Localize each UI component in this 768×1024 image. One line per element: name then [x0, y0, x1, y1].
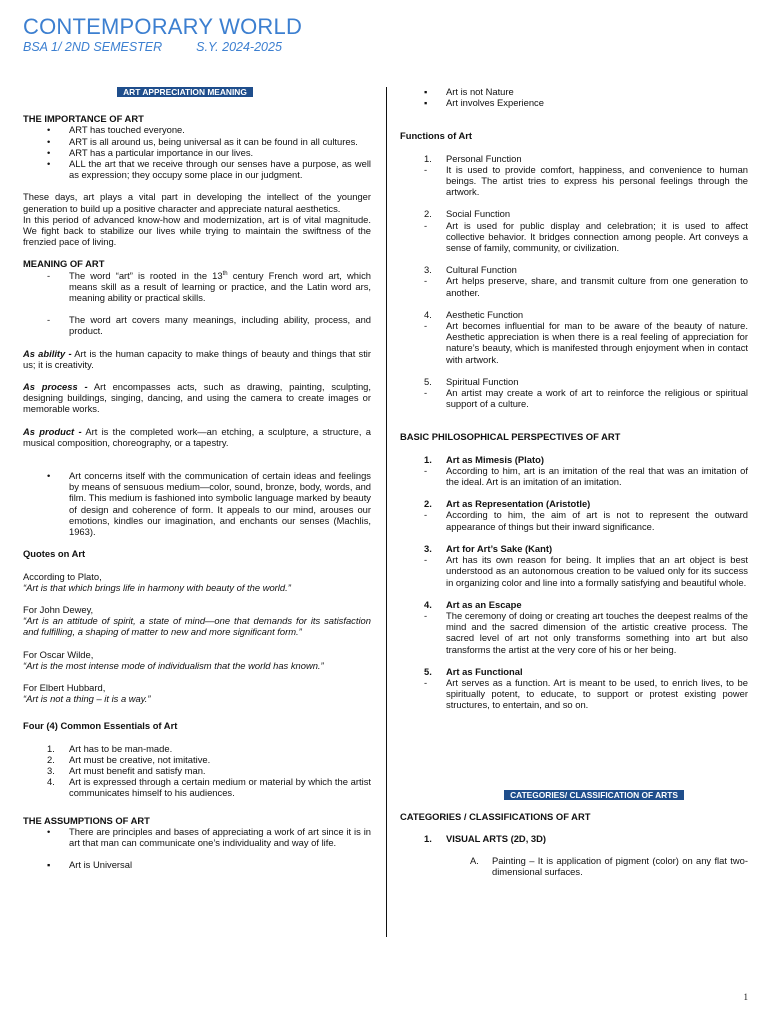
perspective-title: 5. Art as Functional — [424, 665, 523, 677]
list-item: 1. Art has to be man-made. — [47, 742, 173, 754]
perspective-text: - According to him, the aim of art is not to represent the outward appearance of things but their inward significance. — [424, 509, 748, 532]
document-subtitle — [23, 40, 282, 54]
quote-text: “Art is not a thing – it is a way.” — [23, 693, 151, 705]
section-banner-art-appreciation: ART APPRECIATION MEANING — [117, 87, 253, 97]
category-title: 1. VISUAL ARTS (2D, 3D) — [424, 832, 547, 844]
perspective-text: - Art serves as a function. Art is meant to be used, to enrich lives, to be spiritually potent, to educate, to support or protest existing power structures, to entertain, and so on. — [424, 676, 748, 711]
list-item: • Art concerns itself with the communication of certain ideas and feelings by means of sensuous medium—color, sound, bronze, body, words, and film. This medium is fashioned into symbolic language marked by beauty of design and coherence of form. It appeals to our mind, arouses our emotions, kindles our imagination, and enchants our senses (Machlis, 1963). — [47, 470, 371, 538]
function-title: 1. Personal Function — [424, 152, 522, 164]
quote-text: “Art is the most intense mode of individualism that the world has known.” — [23, 659, 324, 671]
paragraph-process: As process - Art encompasses acts, such as drawing, painting, sculpting, designing buildings, singing, dancing, and using the camera to create images or memorable works. — [23, 381, 371, 415]
perspective-title: 2. Art as Representation (Aristotle) — [424, 498, 591, 510]
paragraph: In this period of advanced know-how and modernization, art is of vital magnitude. We fight back to stabilize our lives while trying to maintain the swiftness of the frenzied pace of living. — [23, 213, 371, 248]
section-banner-categories: CATEGORIES/ CLASSIFICATION OF ARTS — [504, 790, 684, 800]
heading-functions: Functions of Art — [400, 130, 473, 142]
heading-categories: CATEGORIES / CLASSIFICATIONS OF ART — [400, 810, 591, 822]
heading-assumptions: THE ASSUMPTIONS OF ART — [23, 814, 150, 826]
heading-philosophical: BASIC PHILOSOPHICAL PERSPECTIVES OF ART — [400, 431, 621, 443]
function-title: 3. Cultural Function — [424, 264, 517, 276]
paragraph-ability: As ability - Art is the human capacity to make things of beauty and things that stir us; it is creativity. — [23, 347, 372, 370]
perspective-text: - According to him, art is an imitation of the real that was an imitation of the ideal. Art is an imitation of an imitation. — [424, 464, 748, 488]
function-title: 4. Aesthetic Function — [424, 308, 524, 320]
list-item: A. Painting – It is application of pigment (color) on any flat two-dimensional surfaces. — [470, 855, 748, 878]
list-item: • ART has a particular importance in our lives. — [47, 146, 254, 158]
quote-author: According to Plato, — [23, 570, 102, 582]
list-item: ▪ Art is not Nature — [424, 86, 514, 97]
quote-text: “Art is an attitude of spirit, a state of mind—one that demands for its satisfaction and fulfilling, a shaping of matter to new and more significant form.” — [23, 615, 371, 638]
quote-author: For Oscar Wilde, — [23, 648, 94, 660]
function-title: 5. Spiritual Function — [424, 375, 519, 387]
list-item: • There are principles and bases of appreciating a work of art since it is in art that man can communicate one’s individuality and way of life. — [47, 825, 371, 848]
list-item: ▪ Art involves Experience — [424, 97, 544, 109]
function-text: - Art helps preserve, share, and transmit culture from one generation to another. — [424, 275, 748, 298]
function-text: - Art is used for public display and celebration; it is used to affect collective behavior. It bridges connection among people. Art conveys a sense of family, community, or civilization. — [424, 219, 748, 254]
quote-text: “Art is that which brings life in harmony with beauty of the world.” — [23, 581, 291, 593]
perspective-text: - The ceremony of doing or creating art touches the deepest realms of the mind and the sacred dimension of the artistic creative process. The sacred level of art not only transforms something into art but also transforms the artist at the very core of his or her being. — [424, 609, 748, 655]
list-item: 3. Art must benefit and satisfy man. — [47, 764, 206, 776]
quote-author: For John Dewey, — [23, 603, 94, 615]
document-title: CONTEMPORARY WORLD — [23, 14, 303, 39]
perspective-title: 3. Art for Art’s Sake (Kant) — [424, 542, 553, 554]
school-year-label: S.Y. 2024-2025 — [196, 40, 282, 54]
function-text: - It is used to provide comfort, happiness, and convenience to human beings. The artist tries to express his personal feelings through the artwork. — [424, 163, 748, 198]
perspective-text: - Art has its own reason for being. It implies that an art object is best understood as an autonomous creation to be valued only for its success in organizing color and line into a formally satisfying and beautiful whole. — [424, 554, 748, 588]
list-item: - The word art covers many meanings, including ability, process, and product. — [47, 314, 371, 337]
heading-importance: THE IMPORTANCE OF ART — [23, 113, 144, 125]
function-text: - An artist may create a work of art to reinforce the religious or spiritual support of a culture. — [424, 387, 748, 410]
list-item: ▪ Art is Universal — [47, 859, 133, 871]
paragraph-product: As product - Art is the completed work—an etching, a sculpture, a structure, a musical composition, choreography, or a tapestry. — [23, 425, 371, 448]
left-column — [23, 86, 371, 870]
column-divider — [386, 87, 387, 937]
function-text: - Art becomes influential for man to be aware of the beauty of nature. Aesthetic appreciation is when there is a real feeling of appreciation for nature’s beauty, which is manifested through enjoyment when in contact with artwork. — [424, 320, 748, 365]
quote-author: For Elbert Hubbard, — [23, 681, 106, 693]
page-number: 1 — [743, 992, 748, 1002]
heading-essentials: Four (4) Common Essentials of Art — [23, 720, 178, 732]
perspective-title: 4. Art as an Escape — [424, 598, 522, 610]
right-column — [400, 86, 748, 878]
list-item: • ART is all around us, being universal as it can be found in all cultures. — [47, 135, 358, 147]
heading-quotes: Quotes on Art — [23, 548, 86, 560]
course-label: BSA 1/ 2ND SEMESTER — [23, 40, 163, 54]
list-item: - The word “art” is rooted in the 13th century French word art, which means skill as a result of learning or practice, and the Latin word ars, meaning ability or practical skills. — [47, 269, 371, 304]
perspective-title: 1. Art as Mimesis (Plato) — [424, 453, 544, 465]
list-item: • ART has touched everyone. — [47, 124, 185, 136]
paragraph: These days, art plays a vital part in developing the intellect of the younger generation to build up a positive character and appreciate natural aesthetics. — [23, 191, 371, 214]
list-item: • ALL the art that we receive through our senses have a purpose, as well as expression; they occupy some place in our judgment. — [47, 158, 371, 181]
heading-meaning: MEANING OF ART — [23, 258, 105, 270]
list-item: 4. Art is expressed through a certain medium or material by which the artist communicates himself to his audiences. — [47, 776, 371, 799]
function-title: 2. Social Function — [424, 208, 511, 220]
list-item: 2. Art must be creative, not imitative. — [47, 753, 211, 765]
